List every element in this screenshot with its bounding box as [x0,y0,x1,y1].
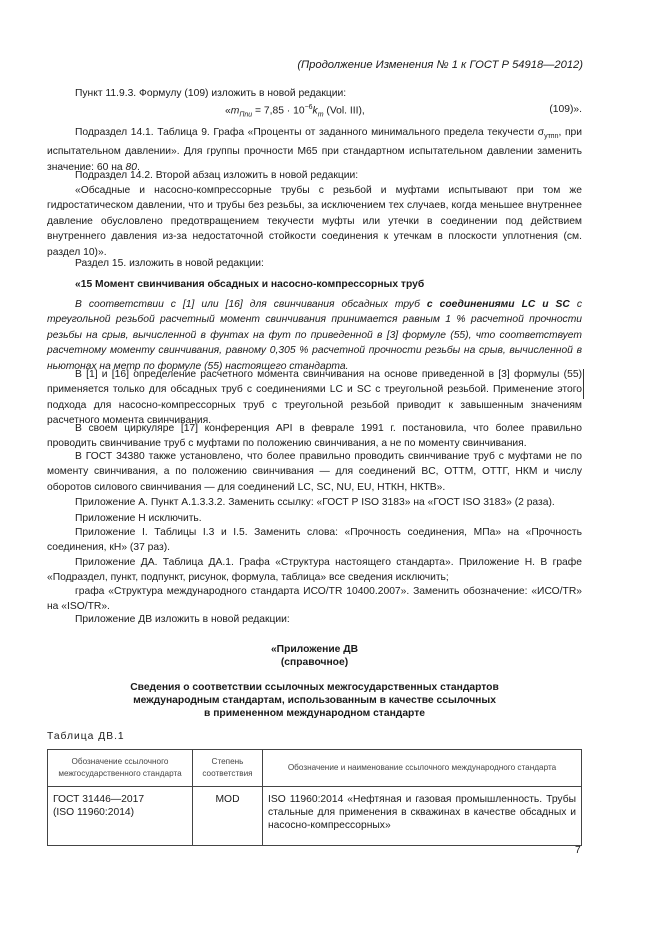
header-intl-std: Обозначение и наименование ссылочного международного стандарта [263,750,582,787]
paragraph-section-15: Раздел 15. изложить в новой редакции: [75,258,264,269]
paragraph-14-2: Подраздел 14.2. Второй абзац изложить в новой редакции: [75,170,359,181]
paragraph-annex-i: Приложение I. Таблицы I.3 и I.5. Заменить слова: «Прочность соединения, МПа» на «Прочность соединения, кН» (37 раз). [47,527,582,554]
cell-interstate-std: ГОСТ 31446—2017 (ISO 11960:2014) [48,787,193,846]
cell-degree: MOD [193,787,263,846]
paragraph-annex-h: Приложение Н исключить. [75,513,202,524]
paragraph-api-circular: В своем циркуляре [17] конференция API в феврале 1991 г. постановила, что более правильно проводить свинчивание труб с муфтами по положению свинчивания, а не по моменту свинчивания. [47,423,582,450]
section-15-title: «15 Момент свинчивания обсадных и насосно-компрессорных труб [75,279,425,290]
paragraph-column-iso-tr: графа «Структура международного стандарта ИСО/TR 10400.2007». Заменить обозначение: «ИСО/TR» на «ISO/TR». [47,586,582,613]
header-degree: Степень соответствия [193,750,263,787]
cell-intl-std: ISO 11960:2014 «Нефтяная и газовая промышленность. Трубы стальные для применения в скважинах в качестве обсадных и насосно-компрессорных» [263,787,582,846]
paragraph-definition: В [1] и [16] определение расчетного момента свинчивания на основе приведенной в [3] формулы (55) применяется только для обсадных труб с соединениями LC и SC с треугольной резьбой. Применение этого подхода для насосно-компрессорных труб с треугольной резьбой приводит к завышенным значениям расчетного момента свинчивания. [47,369,582,427]
annex-dv-subtitle: (справочное) [280,657,349,668]
paragraph-annex-a: Приложение А. Пункт А.1.3.3.2. Заменить ссылку: «ГОСТ Р ISO 3183» на «ГОСТ ISO 3183» (2 раза). [75,497,555,508]
table-header-row [48,750,582,787]
annex-dv-title: «Приложение ДВ [270,644,359,655]
table-caption: Таблица ДВ.1 [47,731,125,742]
paragraph-quote-pressure: «Обсадные и насосно-компрессорные трубы с резьбой и муфтами испытывают при том же гидростатическом давлении, что и трубы без резьбы, за исключением тех случаев, когда меньшее внутреннее давление обусловлено предотвращением текучести муфты или утечки в соединении под действием внутреннего давления из-за недостаточной стойкости соединения к утечкам в плоскости уплотнения (см. раздел 10)». [47,185,582,258]
running-header: (Продолжение Изменения № 1 к ГОСТ Р 54918—2012) [297,59,583,71]
annex-heading-line-1: Сведения о соответствии ссылочных межгосударственных стандартов [130,682,499,693]
formula-expression: «$m_{Пnu} = 7,85 \cdot 10^{-6}k_m$ (Vol. III), [225,104,365,119]
annex-heading-line-3: в примененном международном стандарте [204,708,425,719]
table-row [48,787,582,846]
page-number: 7 [575,845,581,856]
paragraph-lc-sc: В соответствии с [1] или [16] для свинчивания обсадных труб с соединениями LC и SC с треугольной резьбой расчетный момент свинчивания принимается равным 1 % расчетной прочности резьбы на срыв, вычисленной в фунтах на фут по приведенной в [3] формуле (55), что соответствует расчетному моменту свинчивания, равному 0,305 % расчетной прочности резьбы на срыв, вычисленной в ньютонах на метр по формуле (55) настоящего стандарта. [47,299,582,372]
paragraph-annex-da: Приложение ДА. Таблица ДА.1. Графа «Структура настоящего стандарта». Приложение Н. В графе «Подраздел, пункт, подпункт, рисунок, формула, таблица» все сведения исключить; [47,557,582,584]
change-bar [583,369,584,399]
formula-number: (109)». [549,104,582,115]
paragraph-14-1: Подраздел 14.1. Таблица 9. Графа «Проценты от заданного минимального предела текучести $\sigma_{утпn}$, при испытательном давлении». Для группы прочности M65 при стандартном испытательном давлении заменить значение: 60 на 80. [47,127,582,173]
reference-table [47,749,582,846]
paragraph-11-9-3: Пункт 11.9.3. Формулу (109) изложить в новой редакции: [75,88,347,99]
paragraph-gost-34380: В ГОСТ 34380 также установлено, что более правильно проводить свинчивание труб с муфтами не по моменту свинчивания, а по положению свинчивания — для соединений BC, OTTM, OTTГ, НКМ и числу оборотов силового свинчивания — для соединений LC, SC, NU, EU, НТКН, НКТВ». [47,451,582,493]
header-interstate-std: Обозначение ссылочного межгосударственного стандарта [48,750,193,787]
annex-heading-line-2: международным стандартам, использованным в качестве ссылочных [133,695,496,706]
paragraph-annex-dv: Приложение ДВ изложить в новой редакции: [75,614,290,625]
